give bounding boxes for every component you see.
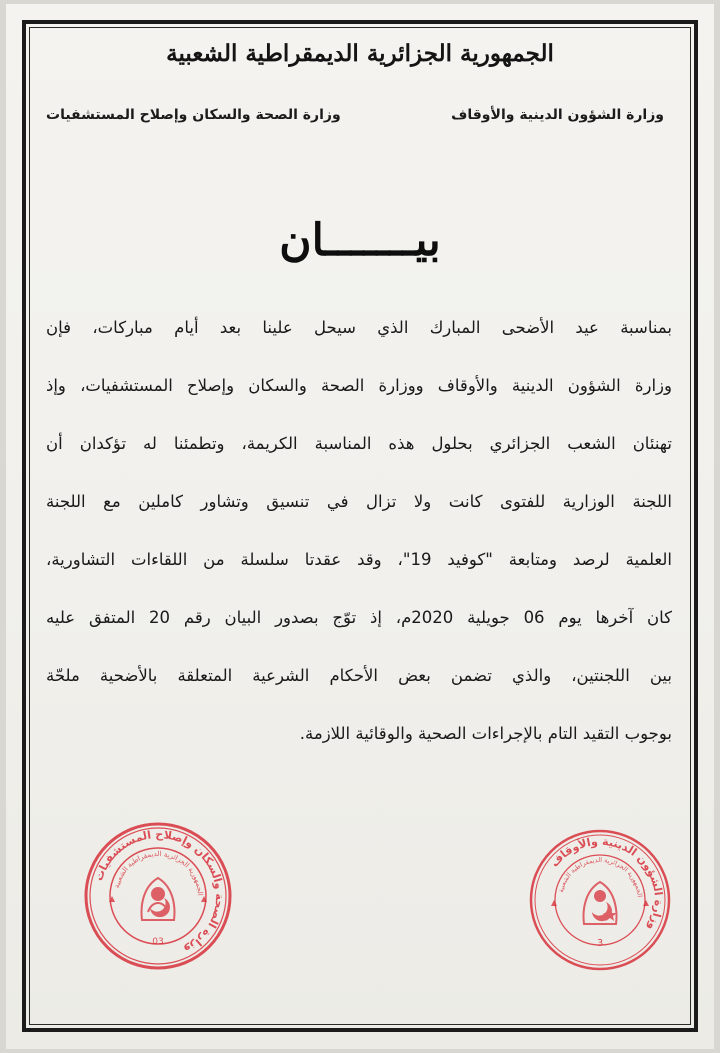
stamp-inner-text: الجمهورية الجزائرية الديمقراطية الشعبية — [112, 849, 205, 896]
body-line: بين اللجنتين، والذي تضمن بعض الأحكام الشرعية المتعلقة بالأضحية ملحّة — [46, 666, 672, 685]
emblem-icon — [142, 878, 175, 920]
body-line: تهنئان الشعب الجزائري بحلول هذه المناسبة الكريمة، وتطمئنا له تؤكدان أن — [46, 434, 672, 453]
body-line: وزارة الشؤون الدينية والأوقاف ووزارة الصحة والسكان وإصلاح المستشفيات، وإذ — [46, 376, 672, 395]
statement-title: بيـــــــان — [279, 215, 441, 266]
stamp-number: 3 — [596, 938, 604, 949]
ministry-health: وزارة الصحة والسكان وإصلاح المستشفيات — [46, 107, 341, 123]
stamp-number: 03 — [152, 937, 164, 947]
health-ministry-stamp — [82, 820, 234, 972]
religious-affairs-stamp — [528, 828, 672, 972]
body-line: بوجوب التقيد التام بالإجراءات الصحية والوقائية اللازمة. — [299, 724, 672, 743]
stamp-inner-text: الجمهورية الجزائرية الديمقراطية الشعبية — [556, 855, 644, 898]
ministry-religious-affairs: وزارة الشؤون الدينية والأوقاف — [451, 107, 664, 123]
stamp-seal-graphic — [528, 828, 672, 972]
body-line: العلمية لرصد ومتابعة "كوفيد 19"، وقد عقدتا سلسلة من اللقاءات التشاورية، — [46, 550, 673, 569]
statement-body — [46, 312, 672, 776]
republic-header: الجمهورية الجزائرية الديمقراطية الشعبية — [166, 40, 554, 67]
body-line: بمناسبة عيد الأضحى المبارك الذي سيحل علينا بعد أيام مباركات، فإن — [46, 318, 672, 337]
stamp-ring-text: وزارة الشؤون الدينية والأوقاف — [547, 834, 666, 933]
body-line: اللجنة الوزارية للفتوى كانت ولا تزال في تنسيق وتشاور كاملين مع اللجنة — [46, 492, 672, 511]
stamp-seal-graphic — [82, 820, 234, 972]
emblem-icon — [584, 882, 617, 924]
body-line: كان آخرها يوم 06 جويلية 2020م، إذ توّج بصدور البيان رقم 20 المتفق عليه — [46, 608, 672, 627]
stamp-ring-text: وزارة الصحة والسكان وإصلاح المستشفيات — [92, 827, 227, 957]
